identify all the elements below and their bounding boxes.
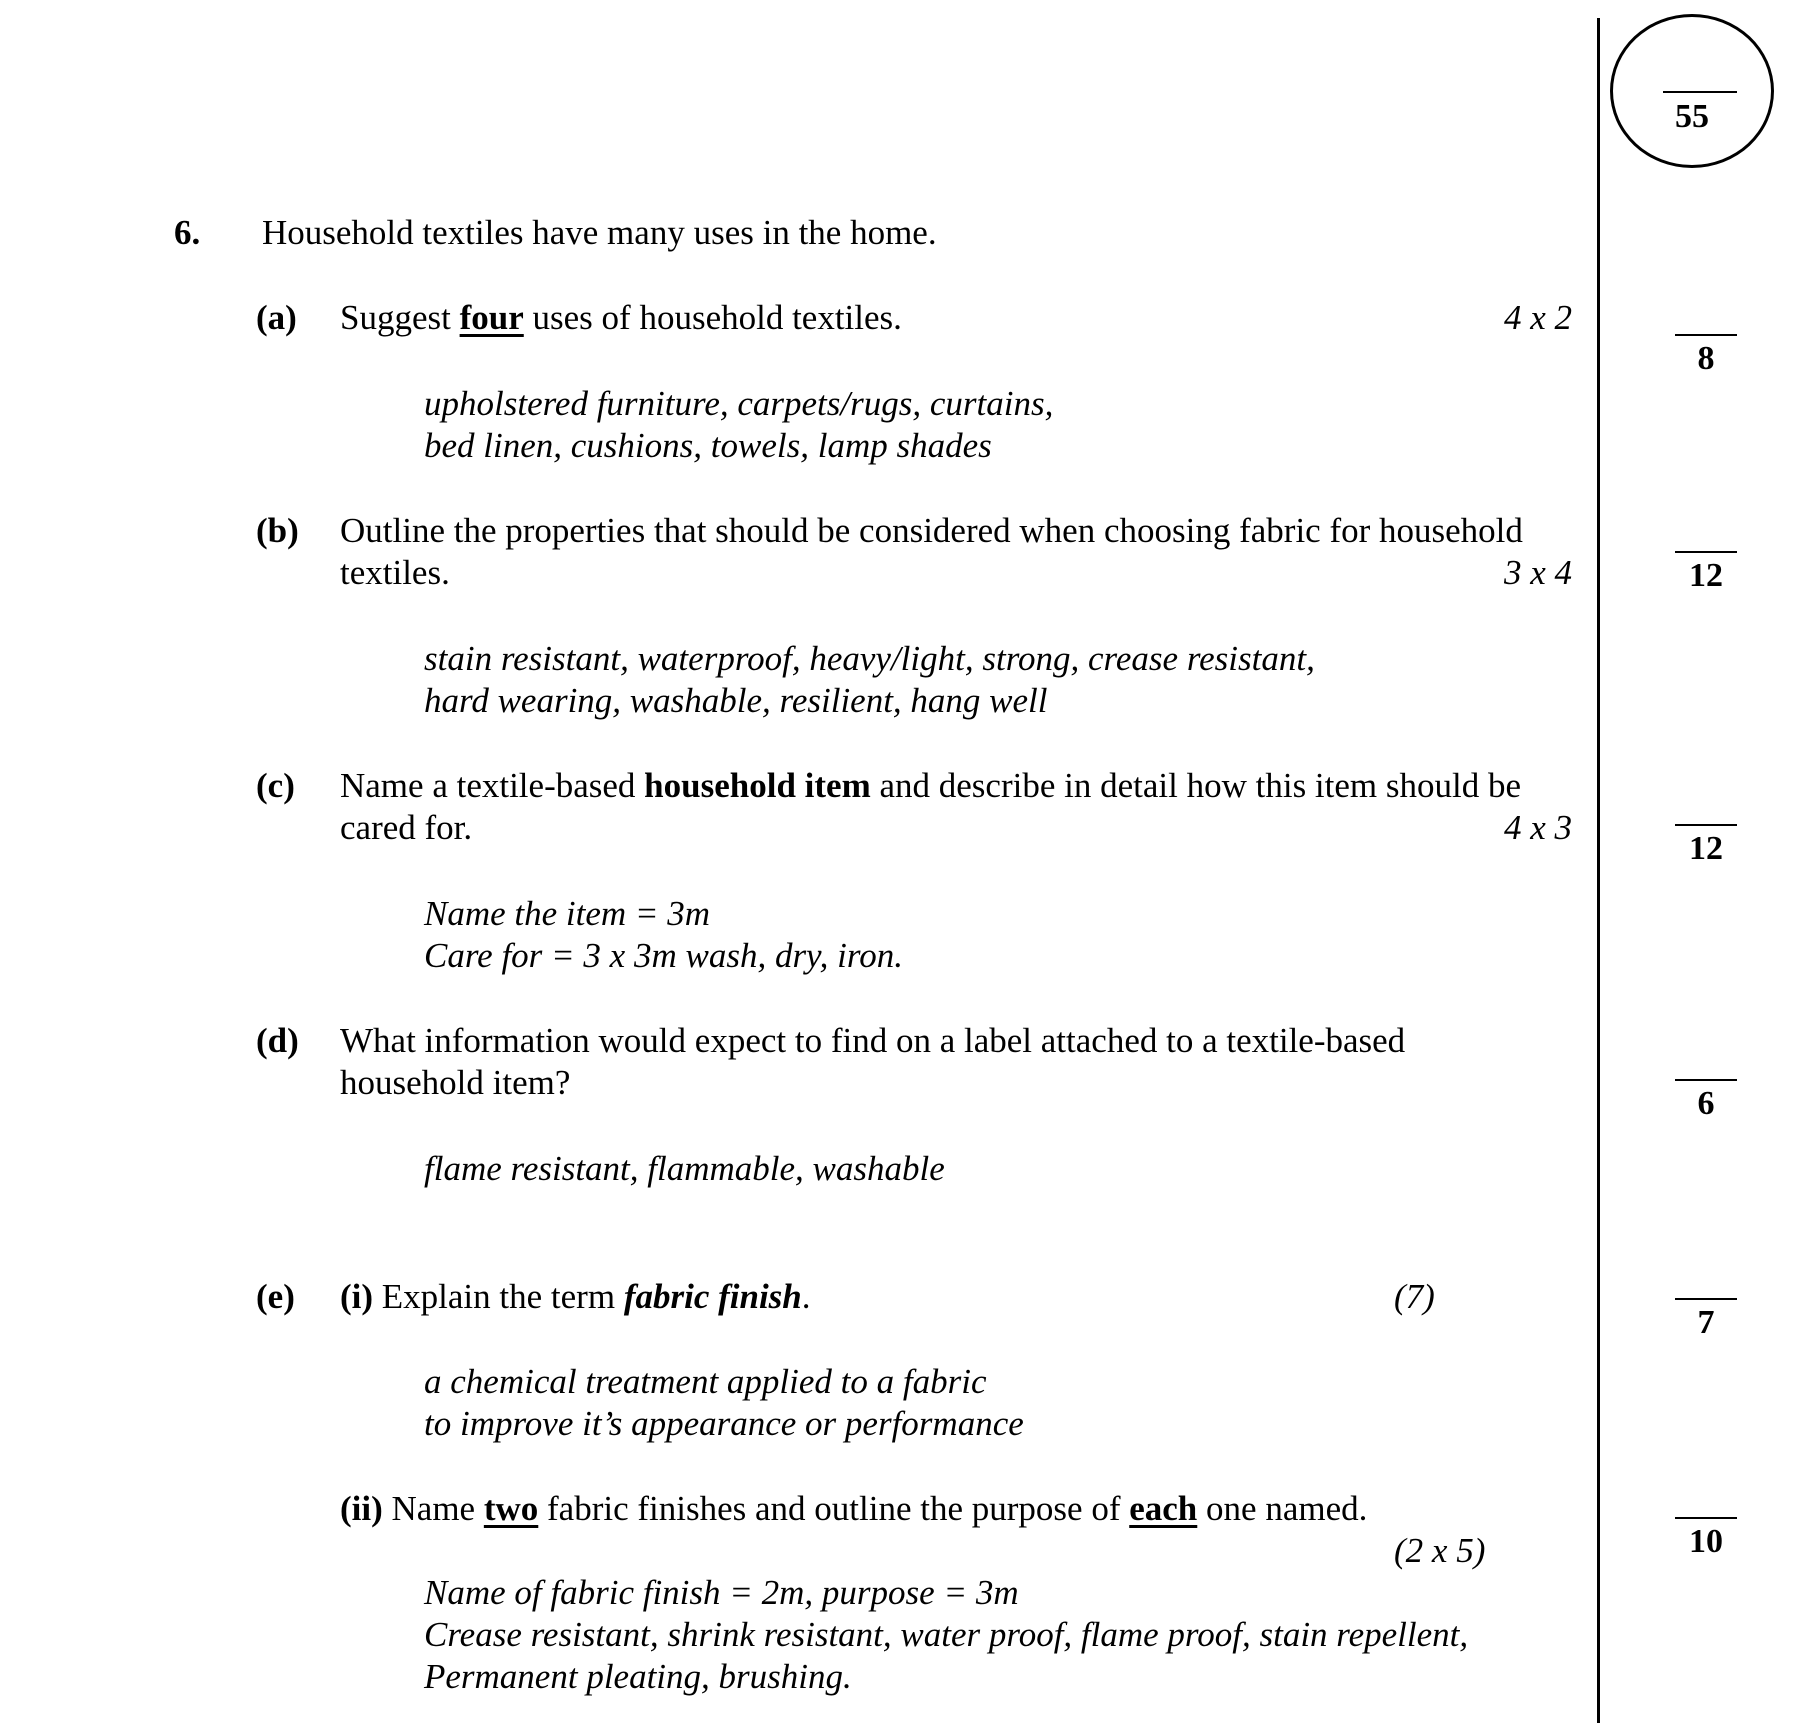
part-e-ii-marks: 10 — [1666, 1517, 1746, 1561]
part-d-question-line-1: What information would expect to find on a label attached to a textile-based — [340, 1021, 1406, 1060]
part-b-marks: 12 — [1666, 551, 1746, 595]
part-c-marks: 12 — [1666, 824, 1746, 868]
part-e-i-marks: 7 — [1666, 1298, 1746, 1342]
part-e-i-question: (i) Explain the term fabric finish. — [340, 1277, 811, 1316]
part-d-label: (d) — [256, 1021, 299, 1060]
part-e-ii-allocation: (2 x 5) — [1394, 1531, 1486, 1570]
part-a-answer-line-1: upholstered furniture, carpets/rugs, curtains, — [424, 384, 1054, 423]
part-e-i-answer-line-2: to improve it’s appearance or performance — [424, 1404, 1024, 1443]
part-d-answer: flame resistant, flammable, washable — [424, 1149, 945, 1188]
part-c-answer-line-1: Name the item = 3m — [424, 894, 711, 933]
part-a-label: (a) — [256, 298, 297, 337]
emphasis-four: four — [459, 298, 524, 337]
part-c-question-line-1: Name a textile-based household item and describe in detail how this item should be — [340, 766, 1522, 805]
part-b-label: (b) — [256, 511, 299, 550]
emphasis-each: each — [1129, 1489, 1198, 1528]
part-c-label: (c) — [256, 766, 295, 805]
part-a-marks: 8 — [1666, 334, 1746, 378]
margin-rule — [1597, 18, 1600, 1723]
part-a-allocation: 4 x 2 — [1504, 298, 1573, 337]
part-c-allocation: 4 x 3 — [1504, 808, 1573, 847]
part-e-ii-answer-line-3: Permanent pleating, brushing. — [424, 1657, 852, 1696]
emphasis-two: two — [483, 1489, 539, 1528]
part-e-i-allocation: (7) — [1394, 1277, 1435, 1316]
part-b-question-line-2: textiles. — [340, 553, 450, 592]
total-marks: 55 — [1675, 98, 1709, 135]
part-b-answer-line-2: hard wearing, washable, resilient, hang well — [424, 681, 1048, 720]
part-d-question-line-2: household item? — [340, 1063, 571, 1102]
part-d-marks: 6 — [1666, 1079, 1746, 1123]
part-a-question: Suggest four uses of household textiles. — [340, 298, 902, 337]
part-b-question-line-1: Outline the properties that should be considered when choosing fabric for household — [340, 511, 1523, 550]
question-number: 6. — [174, 213, 201, 252]
part-a-answer-line-2: bed linen, cushions, towels, lamp shades — [424, 426, 992, 465]
part-e-ii-question: (ii) Name two fabric finishes and outline the purpose of each one named. — [340, 1489, 1368, 1528]
total-marks-bar — [1663, 91, 1737, 93]
part-e-ii-answer-line-1: Name of fabric finish = 2m, purpose = 3m — [424, 1573, 1019, 1612]
part-e-i-answer-line-1: a chemical treatment applied to a fabric — [424, 1362, 987, 1401]
part-b-answer-line-1: stain resistant, waterproof, heavy/light, strong, crease resistant, — [424, 639, 1315, 678]
emphasis-fabric-finish: fabric finish — [623, 1277, 802, 1316]
part-b-allocation: 3 x 4 — [1504, 553, 1573, 592]
part-e-label: (e) — [256, 1277, 295, 1316]
emphasis-household-item: household item — [644, 766, 871, 805]
question-stem: Household textiles have many uses in the home. — [262, 213, 937, 252]
part-c-question-line-2: cared for. — [340, 808, 473, 847]
part-e-ii-answer-line-2: Crease resistant, shrink resistant, water proof, flame proof, stain repellent, — [424, 1615, 1469, 1654]
part-c-answer-line-2: Care for = 3 x 3m wash, dry, iron. — [424, 936, 903, 975]
total-marks-circle — [1610, 14, 1774, 168]
